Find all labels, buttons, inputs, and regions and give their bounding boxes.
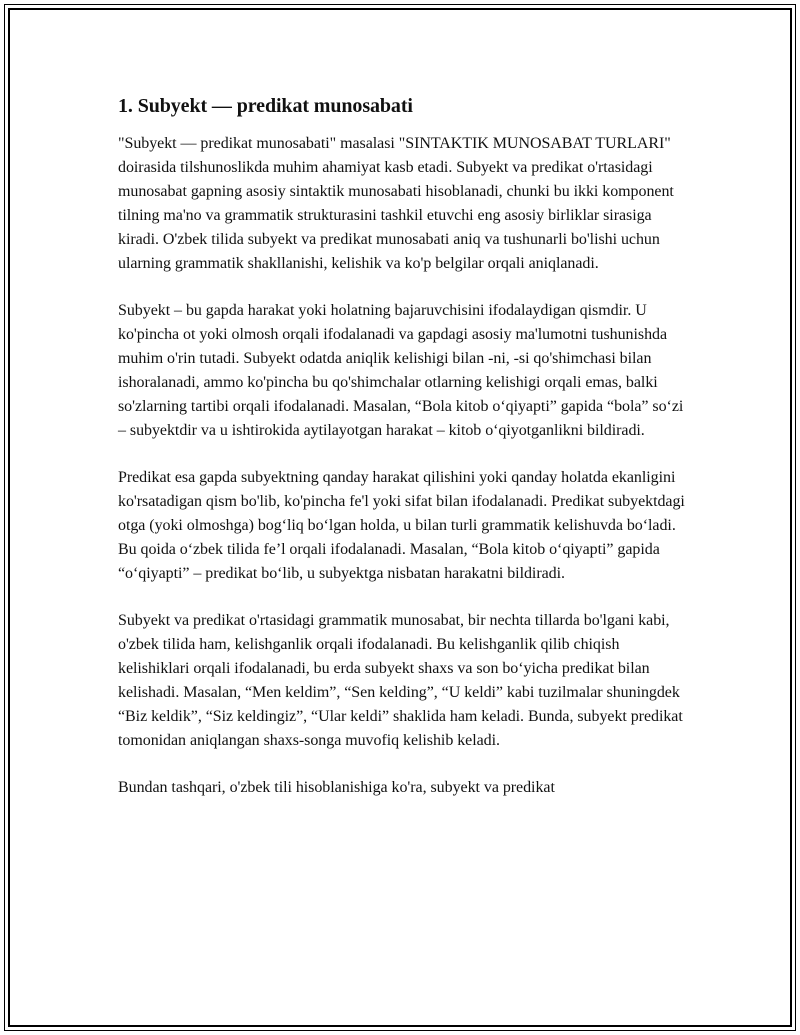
- paragraph-subyekt: Subyekt – bu gapda harakat yoki holatning bajaruvchisini ifodalaydigan qismdir. U ko'pincha ot yoki olmosh orqali ifodalanadi va gapdagi asosiy ma'lumotni tushunishda muhim o'rin tutadi. Subyekt odatda aniqlik kelishigi bilan -ni, -si qo'shimchasi bilan ishoralanadi, ammo ko'pincha bu qo'shimchalar otlarning kelishigi orqali emas, balki so'zlarning tartibi orqali ifodalanadi. Masalan, “Bola kitob o‘qiyapti” gapida “bola” so‘zi – subyektdir va u ishtirokida aytilayotgan harakat – kitob o‘qiyotganlikni bildiradi.: [118, 302, 684, 439]
- section-heading: 1. Subyekt — predikat munosabati: [118, 95, 413, 117]
- paragraph-kelishganlik: Subyekt va predikat o'rtasidagi grammatik munosabat, bir nechta tillarda bo'lgani kabi, o'zbek tilida ham, kelishganlik orqali ifodalanadi. Bu kelishganlik qilib chiqish kelishiklari orqali ifodalanadi, bu erda subyekt shaxs va son bo‘yicha predikat bilan kelishadi. Masalan, “Men keldim”, “Sen kelding”, “U keldi” kabi tuzilmalar shuningdek “Biz keldik”, “Siz keldingiz”, “Ular keldi” shaklida ham keladi. Bunda, subyekt predikat tomonidan aniqlangan shaxs-songa muvofiq kelishib keladi.: [118, 612, 683, 749]
- paragraph-continuation: Bundan tashqari, o'zbek tili hisoblanishiga ko'ra, subyekt va predikat: [118, 779, 555, 796]
- paragraph-predikat: Predikat esa gapda subyektning qanday harakat qilishini yoki qanday holatda ekanligini ko'rsatadigan qism bo'lib, ko'pincha fe'l yoki sifat bilan ifodalanadi. Predikat subyektdagi otga (yoki olmoshga) bog‘liq bo‘lgan holda, u bilan turli grammatik kelishuvda bo‘ladi. Bu qoida o‘zbek tilida fe’l orqali ifodalanadi. Masalan, “Bola kitob o‘qiyapti” gapida “o‘qiyapti” – predikat bo‘lib, u subyektga nisbatan harakatni bildiradi.: [118, 469, 685, 582]
- document-body: [118, 93, 693, 823]
- paragraph-intro: "Subyekt — predikat munosabati" masalasi "SINTAKTIK MUNOSABAT TURLARI" doirasida tilshunoslikda muhim ahamiyat kasb etadi. Subyekt va predikat o'rtasidagi munosabat gapning asosiy sintaktik munosabati hisoblanadi, chunki bu ikki komponent tilning ma'no va grammatik strukturasini tashkil etuvchi eng asosiy birliklar sirasiga kiradi. O'zbek tilida subyekt va predikat munosabati aniq va tushunarli bo'lishi uchun ularning grammatik shakllanishi, kelishik va ko'p belgilar orqali aniqlanadi.: [118, 135, 674, 272]
